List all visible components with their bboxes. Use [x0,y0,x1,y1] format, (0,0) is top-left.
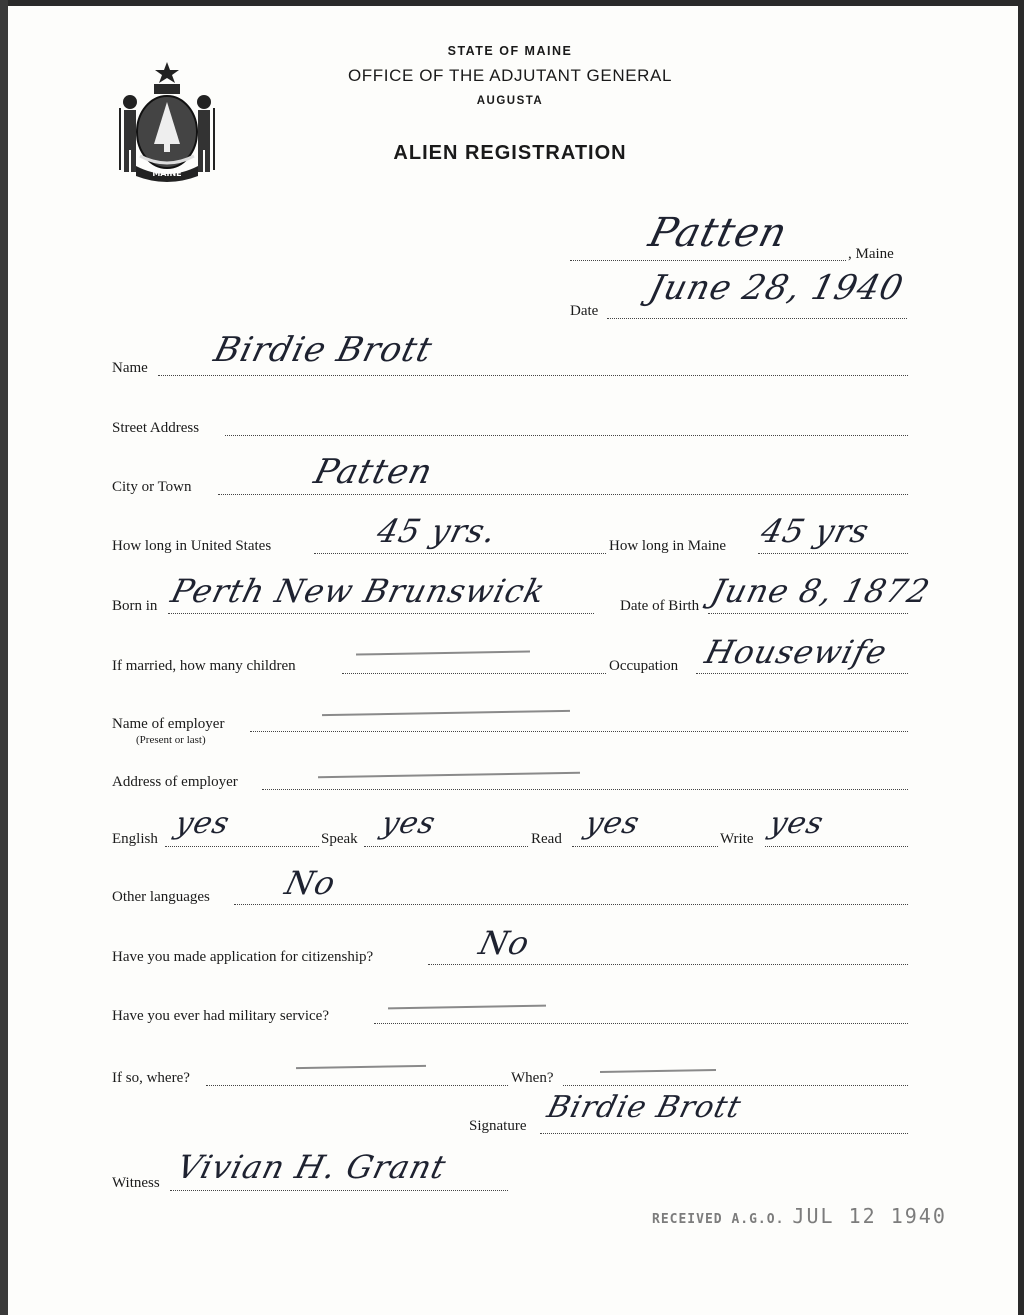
write-label: Write [720,831,754,847]
occupation-line [696,673,908,674]
employer-note: (Present or last) [136,734,206,746]
when-label: When? [511,1070,554,1086]
date-line [607,318,907,319]
occupation-value: Housewife [701,633,892,671]
how-long-us-value: 45 yrs. [373,512,501,550]
employer-address-dash [318,772,580,778]
write-line [765,846,908,847]
citizenship-value: No [475,924,535,962]
when-dash [600,1069,716,1073]
scan-border-right [1018,0,1024,1315]
scan-border-top [0,0,1024,6]
citizenship-line [428,964,908,965]
header-state: STATE OF MAINE [447,44,573,58]
english-line [165,846,319,847]
maine-suffix-label: , Maine [848,246,894,262]
signature-value: Birdie Brott [543,1090,746,1125]
received-stamp [652,1204,947,1228]
employer-name-line [250,731,908,732]
name-value: Birdie Brott [210,330,437,370]
maine-state-seal-icon [114,58,220,182]
married-children-dash [356,650,530,655]
if-so-where-line [206,1085,508,1086]
header-city: AUGUSTA [476,95,544,107]
town-line [570,260,846,261]
received-stamp-label: RECEIVED A.G.O. [652,1212,785,1227]
born-in-line [168,613,594,614]
english-value: yes [171,806,234,841]
employer-name-dash [322,710,570,716]
citizenship-label: Have you made application for citizenship? [112,949,374,965]
employer-address-label: Address of employer [112,774,238,790]
occupation-label: Occupation [609,658,679,674]
read-line [572,846,718,847]
city-line [218,494,908,495]
name-label: Name [112,360,148,376]
military-line [374,1023,908,1024]
read-label: Read [531,831,562,847]
other-languages-line [234,904,908,905]
how-long-us-label: How long in United States [112,538,272,554]
married-children-label: If married, how many children [112,658,296,674]
street-address-line [225,435,908,436]
military-label: Have you ever had military service? [112,1008,329,1024]
english-label: English [112,831,158,847]
name-line [158,375,908,376]
employer-name-label: Name of employer [112,716,225,732]
signature-line [540,1133,908,1134]
when-line [563,1085,908,1086]
date-of-birth-label: Date of Birth [620,598,700,614]
witness-value: Vivian H. Grant [173,1148,451,1186]
speak-value: yes [377,806,440,841]
header-office: OFFICE OF THE ADJUTANT GENERAL [347,66,673,85]
svg-text:MAINE: MAINE [152,169,182,178]
form-title: ALIEN REGISTRATION [393,142,627,164]
speak-label: Speak [321,831,358,847]
date-of-birth-value: June 8, 1872 [707,572,935,610]
employer-address-line [262,789,908,790]
date-value: June 28, 1940 [645,268,908,308]
date-of-birth-line [708,613,908,614]
read-value: yes [581,806,644,841]
if-so-where-dash [296,1065,426,1069]
signature-label: Signature [469,1118,527,1134]
speak-line [364,846,528,847]
other-languages-value: No [281,864,341,902]
received-stamp-date: JUL 12 1940 [792,1204,947,1228]
date-label: Date [570,303,599,319]
street-address-label: Street Address [112,420,200,436]
write-value: yes [765,806,828,841]
other-languages-label: Other languages [112,889,210,905]
city-value: Patten [310,452,437,492]
how-long-maine-value: 45 yrs [757,512,874,550]
how-long-maine-label: How long in Maine [609,538,727,554]
scan-border-left [0,0,8,1315]
how-long-maine-line [758,553,908,554]
if-so-where-label: If so, where? [112,1070,190,1086]
town-top-value: Patten [644,210,793,256]
born-in-label: Born in [112,598,158,614]
born-in-value: Perth New Brunswick [167,572,550,610]
married-children-line [342,673,606,674]
how-long-us-line [314,553,606,554]
city-label: City or Town [112,479,192,495]
witness-line [170,1190,508,1191]
military-dash [388,1005,546,1009]
witness-label: Witness [112,1175,160,1191]
